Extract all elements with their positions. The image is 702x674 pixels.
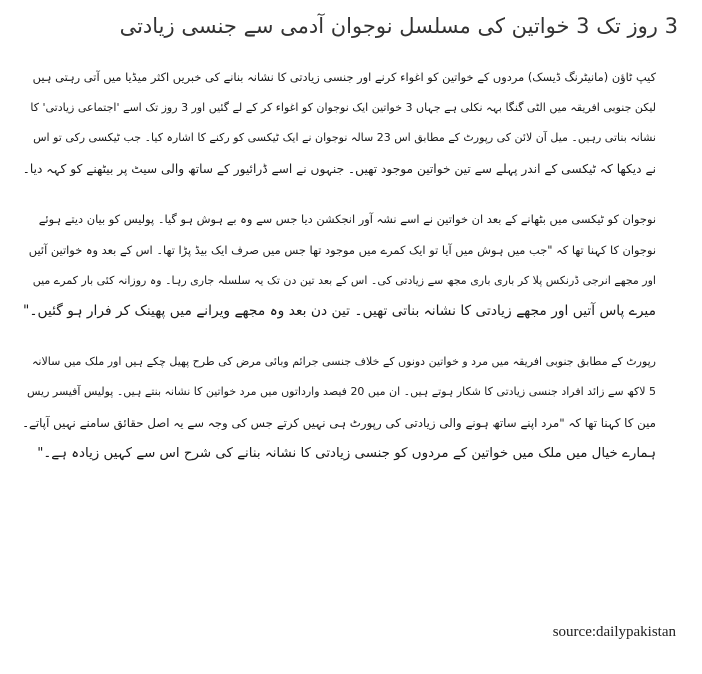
paragraph-line: اور مجھے انرجی ڈرنکس پلا کر باری باری مجھ سے زیادتی کی۔ اس کے بعد تین دن تک یہ سلسلہ جاری رہا۔ وہ روزانہ کئی بار کمرے میں	[32, 273, 656, 287]
source-credit: source:dailypakistan	[552, 624, 676, 640]
page-title: 3 روز تک 3 خواتین کی مسلسل نوجوان آدمی سے جنسی زیادتی	[119, 14, 678, 38]
paragraph-line: ہمارے خیال میں ملک میں خواتین کے مردوں کو جنسی زیادتی کا نشانہ بنانے کی شرح اس سے کہیں زیادہ ہے۔"	[37, 445, 656, 461]
paragraph-line: نے دیکھا کہ ٹیکسی کے اندر پہلے سے تین خواتین موجود تھیں۔ جنہوں نے اسے ڈرائیور کے ساتھ والی سیٹ پر بیٹھنے کو کہہ دیا۔	[22, 161, 656, 176]
paragraph-1	[20, 62, 656, 184]
paragraph-line: کیپ ٹاؤن (مانیٹرنگ ڈیسک) مردوں کے خواتین کو اغواء کرنے اور جنسی زیادتی کا نشانہ بنانے کی خبریں اکثر میڈیا میں آتی رہتی ہیں	[32, 70, 656, 84]
paragraph-line: لیکن جنوبی افریقہ میں الٹی گنگا بہہ نکلی ہے جہاں 3 خواتین ایک نوجوان کو اغواء کر کے لے گئیں اور 3 روز تک اسے 'اجتماعی زیادتی' کا	[30, 100, 656, 114]
paragraph-line: نشانہ بناتی رہیں۔ میل آن لائن کی رپورٹ کے مطابق اس 23 سالہ نوجوان نے ایک ٹیکسی کو رکنے کا اشارہ کیا۔ جب ٹیکسی رکی تو اس	[33, 131, 656, 145]
paragraph-2	[20, 204, 656, 326]
paragraph-line: نوجوان کو ٹیکسی میں بٹھانے کے بعد ان خواتین نے اسے نشہ آور انجکشن دیا جس سے وہ بے ہوش ہو گیا۔ پولیس کو بیان دیتے ہوئے	[38, 212, 656, 227]
paragraph-line: 5 لاکھ سے زائد افراد جنسی زیادتی کا شکار ہوتے ہیں۔ ان میں 20 فیصد وارداتوں میں مرد خواتین کا نشانہ بنتے ہیں۔ پولیس آفیسر ریس	[26, 385, 656, 399]
paragraph-line: مین کا کہنا تھا کہ "مرد اپنے ساتھ ہونے والی زیادتی کی رپورٹ ہی نہیں کرتے جس کی وجہ سے یہ اصل حقائق سامنے نہیں آپاتے۔	[22, 415, 656, 430]
paragraph-line: میرے پاس آتیں اور مجھے زیادتی کا نشانہ بناتی تھیں۔ تین دن بعد وہ مجھے ویرانے میں پھینک کر فرار ہو گئیں۔"	[23, 303, 656, 320]
article-body	[20, 62, 656, 489]
paragraph-line: نوجوان کا کہنا تھا کہ "جب میں ہوش میں آیا تو ایک کمرے میں موجود تھا جس میں صرف ایک بیڈ پڑا تھا۔ اس کے بعد وہ خواتین آئیں	[28, 242, 656, 257]
paragraph-3	[20, 347, 656, 469]
paragraph-line: رپورٹ کے مطابق جنوبی افریقہ میں مرد و خواتین دونوں کے خلاف جنسی جرائم وبائی مرض کی طرح پھیل چکے ہیں اور ملک میں سالانہ	[31, 354, 656, 368]
